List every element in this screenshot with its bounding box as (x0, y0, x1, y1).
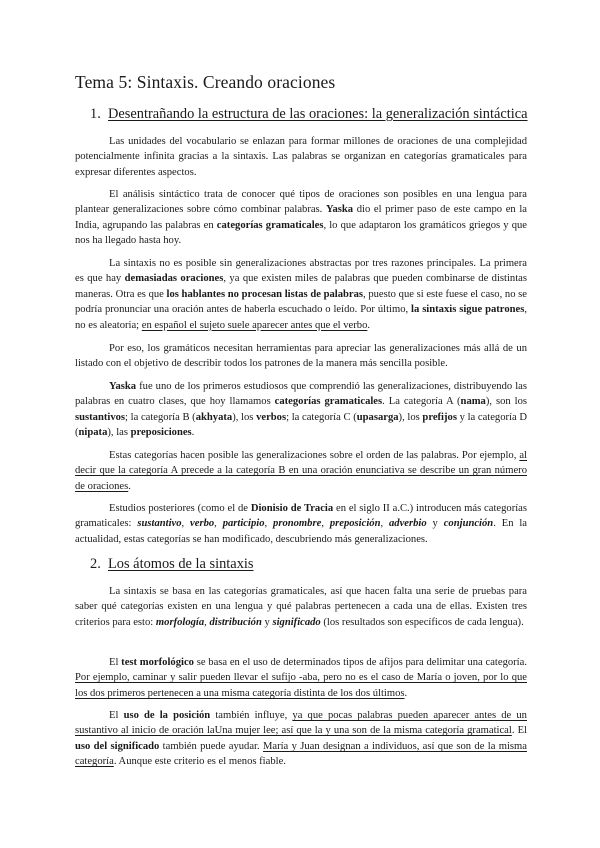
text: ; la categoría B ( (125, 411, 196, 423)
page-title: Tema 5: Sintaxis. Creando oraciones (75, 72, 336, 92)
section-title: Los átomos de la sintaxis (108, 556, 254, 572)
text: y (261, 616, 273, 628)
bold-term: verbos (256, 411, 287, 423)
text: ; la categoría C ( (286, 411, 357, 423)
text: , puesto que si este fuese el caso, no se podría pronunciar una oración antes de haberla escuchado o leído. Por último, (75, 288, 527, 316)
text: ), son los (485, 396, 527, 408)
text: Estudios posteriores (como el de (109, 503, 251, 514)
paragraph-9 (75, 655, 527, 701)
bold-term: sustantivos (75, 411, 126, 423)
bold-term: prefijos (422, 411, 457, 423)
text: La sintaxis se basa en las categorías gramaticales, así que hacen falta una serie de pruebas para saber qué categorías existen en una lengua y qué palabras pertenecen a cada una de ellas. Existen tres criterios para esto: (75, 586, 527, 628)
text: fue uno de los primeros estudiosos que comprendió las generalizaciones, distribuyendo las palabras en cuatro clases, que hoy llamamos (75, 381, 527, 408)
bold-term: uso de la posición (123, 710, 211, 721)
text: , no es aleatoria; (75, 304, 527, 331)
underlined-example: ya que pocas palabras pueden aparecer antes de un sustantivo al inicio de oración laUna mujer lee; así que la y una son de la misma categoría gramatical (75, 710, 527, 737)
text: , (181, 518, 191, 530)
underlined-example: al decir que la categoría A precede a la categoría B en una oración enunciativa se describe un gran número de oraciones (75, 450, 527, 492)
bold-term: upasarga (356, 411, 399, 423)
text: . (128, 480, 131, 492)
paragraph-7 (75, 501, 527, 547)
bold-term: test morfológico (121, 657, 194, 668)
section-title: Desentrañando la estructura de las oraciones: la generalización sintáctica (108, 106, 528, 122)
text: El (109, 710, 124, 721)
text: Las unidades del vocabulario se enlazan para formar millones de oraciones de una complejidad potencialmente infinita gracias a la sintaxis. Las palabras se organizan en categorías gramaticales para expresar diferentes aspectos. (75, 136, 527, 178)
text: El análisis sintáctico trata de conocer qué tipos de oraciones son posibles en una lengua para plantear generalizaciones sobre cómo combinar palabras. (75, 189, 527, 216)
paragraph-3 (75, 256, 527, 333)
text: , (321, 518, 330, 530)
text: El (109, 657, 122, 668)
text: . (191, 427, 195, 439)
bold-term: adverbio (389, 518, 427, 530)
text: ), las (107, 427, 131, 439)
text: también puede ayudar. (159, 740, 263, 752)
bold-term: preposición (329, 518, 381, 530)
bold-term: Yaska (325, 204, 354, 216)
text: ), los (398, 411, 423, 423)
bold-term: distribución (209, 616, 262, 628)
bold-term: significado (272, 616, 321, 628)
text: . En la actualidad, estas categorías se han modificado, descubriendo más generalizaciones. (75, 518, 528, 545)
bold-term: Yaska (109, 381, 137, 392)
text: , (214, 518, 223, 530)
bold-term: akhyata (195, 411, 233, 423)
bold-term: categorías gramaticales (274, 396, 383, 408)
bold-term: demasiadas oraciones (124, 273, 224, 285)
text: también influye, (210, 710, 293, 721)
paragraph-10 (75, 708, 527, 770)
text: ), los (232, 411, 257, 423)
text: La sintaxis no es posible sin generalizaciones abstractas por tres razones principales. La primera es que hay (75, 258, 527, 285)
text: , (380, 518, 389, 530)
bold-term: Dionisio de Tracia (250, 503, 334, 514)
text: se basa en el uso de determinados tipos de afijos para delimitar una categoría. (193, 657, 527, 668)
text: , (204, 616, 210, 628)
text: . Aunque este criterio es el menos fiable. (113, 756, 286, 768)
text: y (426, 518, 444, 530)
bold-term: verbo (190, 518, 215, 530)
bold-term: sustantivo (137, 518, 182, 530)
text: , lo que adaptaron los gramáticos griegos y que nos ha llegado hasta hoy. (75, 219, 527, 247)
bold-term: uso del significado (75, 740, 160, 752)
bold-term: participio (222, 518, 265, 530)
bold-term: nama (460, 396, 486, 408)
underlined-example: María y Juan designan a individuos, así que son de la misma categoría (75, 740, 527, 768)
bold-term: morfología (155, 616, 205, 628)
bold-term: conjunción (443, 518, 494, 530)
text: . El (511, 725, 527, 737)
bold-term: pronombre (273, 518, 322, 530)
text: en el siglo II a.C.) introducen más categorías gramaticales: (75, 503, 527, 530)
text: Estas categorías hacen posible las generalizaciones sobre el orden de las palabras. Por ejemplo, (109, 450, 520, 461)
paragraph-8 (75, 584, 527, 630)
paragraph-6 (75, 448, 527, 494)
text: y la categoría D ( (75, 411, 528, 439)
text: , ya que existen miles de palabras que pueden combinarse de distintas maneras. Otra es que (75, 273, 527, 300)
paragraph-2 (75, 187, 527, 249)
text: Por eso, los gramáticos necesitan herramientas para apreciar las generalizaciones más allá de un listado con el objetivo de describir todos los patrones de la manera más sencilla posible. (75, 343, 527, 370)
section-number: 2. (90, 556, 101, 572)
text: , (264, 518, 274, 530)
bold-term: nipata (78, 427, 108, 439)
bold-term: los hablantes no procesan listas de palabras (166, 288, 364, 300)
text: dio el primer paso de este campo en la India, agrupando las palabras en (75, 204, 527, 231)
text: . La categoría A ( (382, 396, 461, 408)
text: . (404, 687, 408, 699)
text: (los resultados son específicos de cada lengua). (320, 616, 524, 628)
paragraph-4 (75, 341, 527, 372)
section-heading-2 (90, 556, 254, 573)
bold-term: la sintaxis sigue patrones (411, 304, 525, 316)
text: . (367, 319, 371, 331)
section-number: 1. (90, 106, 101, 122)
underlined-example: en español el sujeto suele aparecer antes que el verbo (141, 319, 368, 331)
paragraph-1 (75, 134, 527, 180)
paragraph-5 (75, 379, 527, 441)
bold-term: categorías gramaticales (216, 219, 324, 231)
section-heading-1 (90, 106, 528, 123)
underlined-example: Por ejemplo, caminar y salir pueden llevar el sufijo -aba, pero no es el caso de María o joven, por lo que los dos primeros pertenecen a una misma categoría distinta de los dos últimos (75, 672, 527, 699)
bold-term: preposiciones (130, 427, 192, 439)
